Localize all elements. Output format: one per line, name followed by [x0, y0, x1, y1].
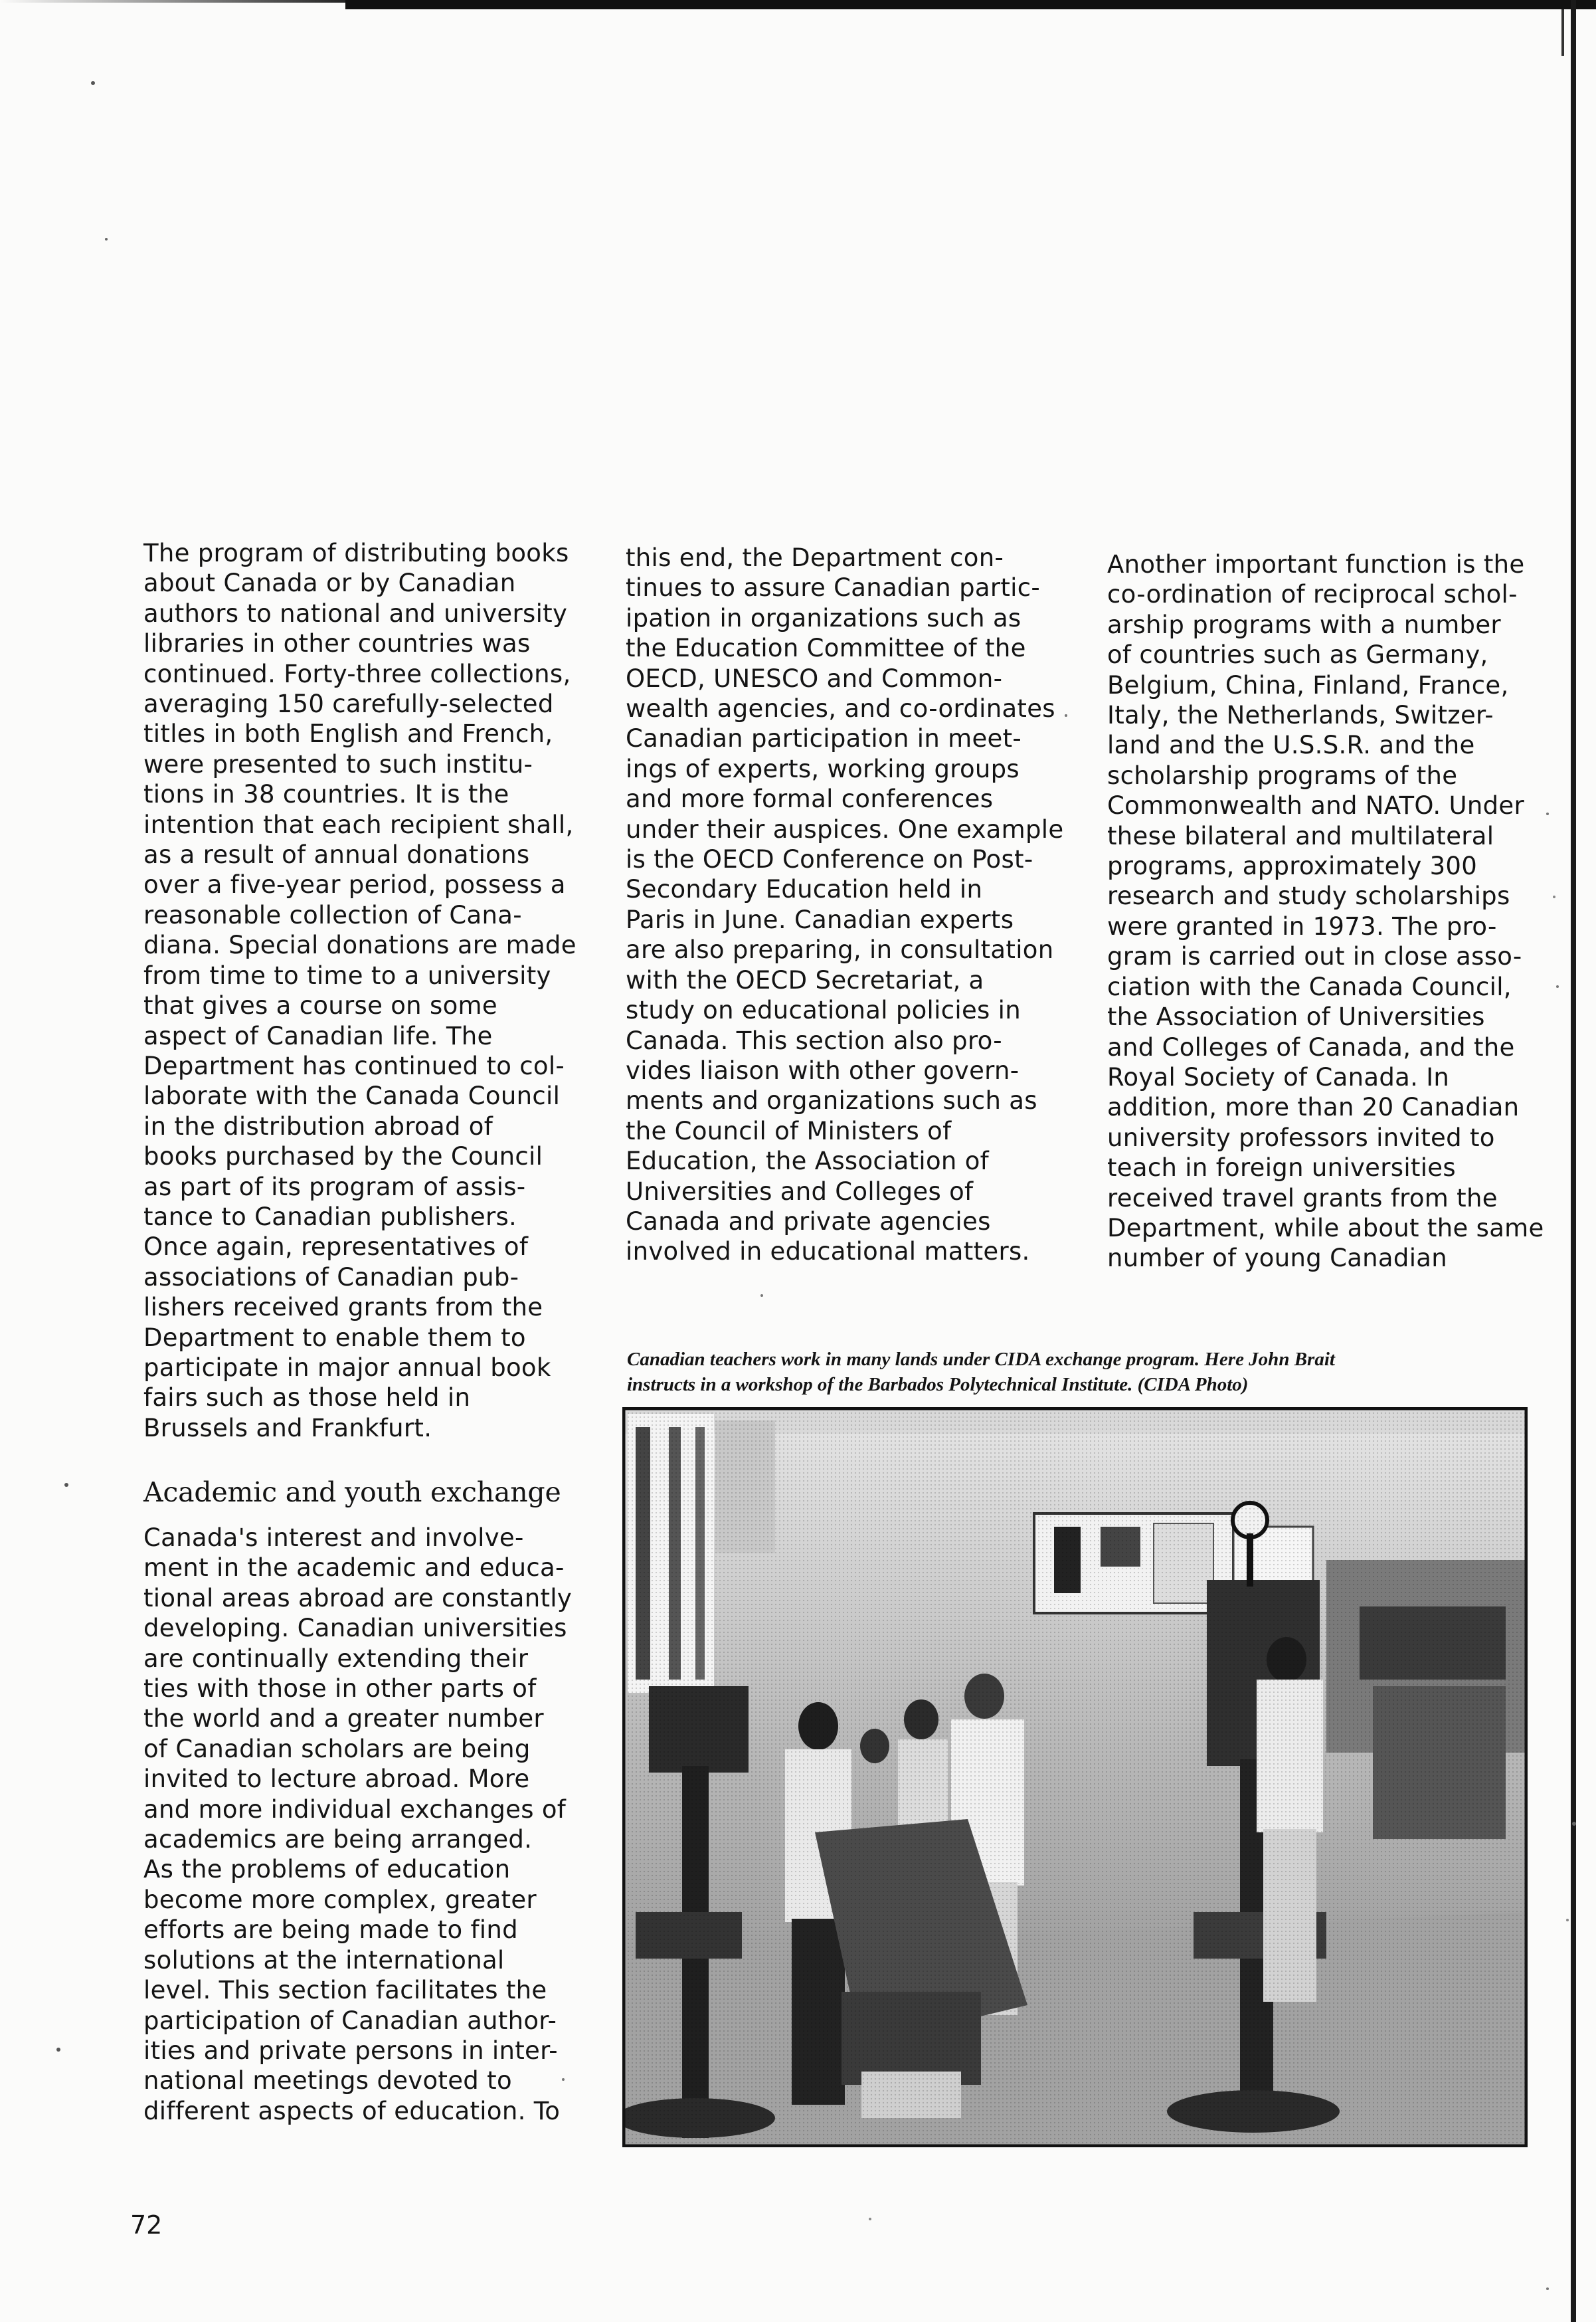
text-line: Paris in June. Canadian experts — [626, 905, 1014, 934]
text-line: these bilateral and multilateral — [1107, 821, 1494, 850]
text-line: aspect of Canadian life. The — [143, 1021, 493, 1050]
text-line: received travel grants from the — [1107, 1183, 1498, 1212]
text-line: of countries such as Germany, — [1107, 640, 1488, 670]
text-line: Department, while about the same — [1107, 1213, 1544, 1242]
photo-caption — [627, 1347, 1335, 1397]
text-line: and more individual exchanges of — [143, 1794, 567, 1824]
text-line: developing. Canadian universities — [143, 1614, 567, 1643]
text-line: about Canada or by Canadian — [143, 569, 516, 598]
text-line: gram is carried out in close asso- — [1107, 942, 1522, 971]
text-line: co-ordination of reciprocal schol- — [1107, 580, 1518, 609]
text-line: national meetings devoted to — [143, 2066, 512, 2095]
column-2-text — [626, 543, 1063, 1267]
text-line: lishers received grants from the — [143, 1293, 543, 1322]
text-line: is the OECD Conference on Post- — [626, 845, 1033, 874]
text-line: wealth agencies, and co-ordinates — [626, 694, 1055, 724]
text-line: reasonable collection of Cana- — [143, 900, 522, 929]
text-line: with the OECD Secretariat, a — [626, 965, 984, 995]
text-line: Royal Society of Canada. In — [1107, 1062, 1450, 1092]
text-line: invited to lecture abroad. More — [143, 1765, 530, 1794]
text-line: study on educational policies in — [626, 996, 1021, 1025]
text-line: involved in educational matters. — [626, 1237, 1030, 1266]
text-line: Universities and Colleges of — [626, 1177, 974, 1206]
text-line: Belgium, China, Finland, France, — [1107, 670, 1509, 700]
text-line: from time to time to a university — [143, 961, 551, 990]
column-1-text — [143, 538, 576, 1443]
text-line: the Association of Universities — [1107, 1003, 1485, 1032]
text-line: Italy, the Netherlands, Switzer- — [1107, 701, 1494, 730]
text-line: fairs such as those held in — [143, 1383, 471, 1412]
text-line: different aspects of education. To — [143, 2096, 561, 2125]
text-line: that gives a course on some — [143, 991, 497, 1020]
text-line: Secondary Education held in — [626, 875, 983, 904]
text-line: efforts are being made to find — [143, 1915, 518, 1945]
text-line: continued. Forty-three collections, — [143, 659, 571, 688]
text-line: under their auspices. One example — [626, 815, 1064, 844]
text-line: participation of Canadian author- — [143, 2006, 557, 2035]
text-line: arship programs with a number — [1107, 610, 1501, 639]
text-line: Department has continued to col- — [143, 1051, 565, 1080]
text-line: diana. Special donations are made — [143, 931, 576, 960]
caption-line: instructs in a workshop of the Barbados Polytechnical Institute. (CIDA Photo) — [627, 1374, 1249, 1395]
text-line: this end, the Department con- — [626, 543, 1004, 572]
text-line: and Colleges of Canada, and the — [1107, 1032, 1515, 1062]
text-line: research and study scholarships — [1107, 882, 1510, 911]
text-line: tions in 38 countries. It is the — [143, 780, 509, 809]
text-line: level. This section facilitates the — [143, 1976, 547, 2005]
section-heading: Academic and youth exchange — [143, 1476, 561, 1508]
text-line: teach in foreign universities — [1107, 1153, 1456, 1183]
text-line: in the distribution abroad of — [143, 1112, 493, 1141]
text-line: averaging 150 carefully-selected — [143, 690, 554, 719]
text-line: of Canadian scholars are being — [143, 1734, 531, 1763]
text-line: titles in both English and French, — [143, 720, 553, 749]
text-line: are continually extending their — [143, 1644, 529, 1673]
text-line: ment in the academic and educa- — [143, 1553, 565, 1583]
text-line: intention that each recipient shall, — [143, 810, 574, 839]
text-line: scholarship programs of the — [1107, 761, 1458, 790]
column-3-text — [1107, 549, 1544, 1274]
text-line: authors to national and university — [143, 599, 568, 628]
text-line: Education, the Association of — [626, 1147, 990, 1176]
text-line: books purchased by the Council — [143, 1142, 543, 1171]
text-line: tinues to assure Canadian partic- — [626, 573, 1041, 603]
text-line: Canada. This section also pro- — [626, 1026, 1002, 1055]
text-line: vides liaison with other govern- — [626, 1056, 1020, 1085]
text-line: Department to enable them to — [143, 1323, 526, 1352]
text-line: the world and a greater number — [143, 1704, 544, 1733]
text-line: The program of distributing books — [143, 539, 569, 567]
text-line: number of young Canadian — [1107, 1244, 1447, 1273]
text-line: the Council of Ministers of — [626, 1116, 952, 1145]
text-line: laborate with the Canada Council — [143, 1082, 561, 1111]
text-line: programs, approximately 300 — [1107, 852, 1478, 881]
text-line: and more formal conferences — [626, 785, 994, 814]
text-line: are also preparing, in consultation — [626, 935, 1054, 965]
column-1b-text — [143, 1523, 572, 2126]
text-line: participate in major annual book — [143, 1353, 551, 1382]
text-line: Canada's interest and involve- — [143, 1523, 524, 1552]
caption-line: Canadian teachers work in many lands under CIDA exchange program. Here John Brait — [627, 1349, 1335, 1370]
text-line: libraries in other countries was — [143, 629, 531, 658]
text-line: become more complex, greater — [143, 1885, 537, 1914]
text-line: addition, more than 20 Canadian — [1107, 1093, 1520, 1122]
text-line: ings of experts, working groups — [626, 754, 1020, 783]
text-line: ciation with the Canada Council, — [1107, 972, 1512, 1001]
text-line: OECD, UNESCO and Common- — [626, 664, 1003, 693]
text-line: tional areas abroad are constantly — [143, 1583, 573, 1612]
text-line: as a result of annual donations — [143, 840, 530, 870]
page-number: 72 — [130, 2210, 163, 2240]
text-line: the Education Committee of the — [626, 634, 1026, 663]
text-line: tance to Canadian publishers. — [143, 1202, 517, 1231]
text-line: Another important function is the — [1107, 550, 1525, 579]
text-line: ments and organizations such as — [626, 1086, 1037, 1115]
text-line: university professors invited to — [1107, 1123, 1495, 1152]
text-line: over a five-year period, possess a — [143, 870, 566, 900]
text-line: Canada and private agencies — [626, 1207, 991, 1236]
text-line: Commonwealth and NATO. Under — [1107, 791, 1524, 821]
text-line: associations of Canadian pub- — [143, 1262, 519, 1292]
text-line: solutions at the international — [143, 1945, 505, 1975]
text-line: academics are being arranged. — [143, 1825, 533, 1854]
text-line: as part of its program of assis- — [143, 1172, 526, 1201]
text-line: land and the U.S.S.R. and the — [1107, 731, 1475, 760]
text-line: ipation in organizations such as — [626, 603, 1021, 632]
text-line: Canadian participation in meet- — [626, 724, 1022, 753]
text-line: Brussels and Frankfurt. — [143, 1413, 432, 1442]
text-line: As the problems of education — [143, 1855, 511, 1884]
workshop-photo — [622, 1407, 1528, 2147]
text-line: ities and private persons in inter- — [143, 2036, 558, 2065]
text-line: ties with those in other parts of — [143, 1674, 537, 1703]
text-line: were presented to such institu- — [143, 749, 533, 779]
text-line: were granted in 1973. The pro- — [1107, 912, 1497, 941]
text-line: Once again, representatives of — [143, 1232, 529, 1262]
